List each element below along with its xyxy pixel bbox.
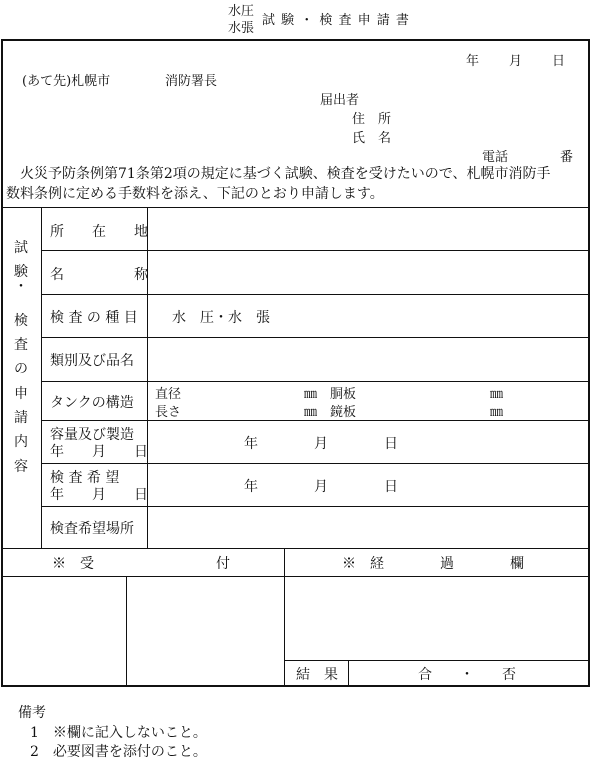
desired-date-label-line1: 検 査 希 望 xyxy=(50,470,120,486)
side-label-char: 申 xyxy=(14,385,28,402)
lower-center-line xyxy=(284,548,285,686)
capacity-date-fill: 年 月 日 xyxy=(244,436,398,452)
table-top-line xyxy=(1,207,590,208)
table-bottom-line xyxy=(1,548,590,549)
progress-header: ※ 経 過 欄 xyxy=(342,556,524,572)
mm-unit: ㎜ xyxy=(304,405,318,420)
page-title: 試 験 ・ 検 査 申 請 書 xyxy=(262,13,410,28)
category-label: 類別及び品名 xyxy=(50,353,134,369)
applicant-label: 届出者 xyxy=(320,93,360,108)
side-label-char: 請 xyxy=(14,410,28,427)
tank-diameter-label: 直径 xyxy=(155,387,182,402)
row-line xyxy=(41,294,590,295)
lower-header-line xyxy=(1,576,590,577)
title-stack-bottom: 水張 xyxy=(228,21,255,36)
result-split-line xyxy=(348,660,349,686)
mm-unit: ㎜ xyxy=(490,405,504,420)
side-label xyxy=(12,236,30,479)
row-line xyxy=(41,250,590,251)
side-label-char: の xyxy=(14,361,28,378)
side-label-char: 査 xyxy=(14,337,28,354)
tank-end-plate-label: 鏡板 xyxy=(330,405,357,420)
notes-item-1: 1 ※欄に記入しないこと。 xyxy=(30,725,207,741)
name-label: 名 称 xyxy=(50,267,148,283)
body-text-line2: 数料条例に定める手数料を添え、下記のとおり申請します。 xyxy=(6,186,384,202)
notes-heading: 備考 xyxy=(18,705,46,721)
day-label: 日 xyxy=(552,54,566,69)
year-label: 年 xyxy=(466,54,480,69)
frame-right xyxy=(588,39,590,687)
applicant-address-label: 住 所 xyxy=(352,112,392,127)
tank-body-plate-label: 胴板 xyxy=(330,387,357,402)
desired-date-fill: 年 月 日 xyxy=(244,479,398,495)
row-line xyxy=(41,337,590,338)
desired-place-label: 検査希望場所 xyxy=(50,521,134,537)
tank-structure-label: タンクの構造 xyxy=(50,395,134,411)
side-label-char: ・ xyxy=(14,278,28,295)
reception-header: ※ 受 xyxy=(52,556,94,572)
result-label: 結 果 xyxy=(296,667,338,683)
date-line xyxy=(466,50,565,69)
side-label-char: 容 xyxy=(14,458,28,475)
side-label-char: 内 xyxy=(14,434,28,451)
notes-item-2: 2 必要図書を添付のこと。 xyxy=(30,744,207,760)
applicant-name-label: 氏 名 xyxy=(352,131,392,146)
mm-unit: ㎜ xyxy=(490,387,504,402)
row-line xyxy=(41,381,590,382)
reception-header-right: 付 xyxy=(216,556,230,572)
inspection-type-label: 検 査 の 種 目 xyxy=(50,310,138,326)
side-label-char: 検 xyxy=(14,312,28,329)
frame-left xyxy=(1,39,3,687)
inspection-type-value: 水 圧・水 張 xyxy=(172,310,270,326)
capacity-label-line2: 年 月 日 xyxy=(50,444,148,460)
result-top-line xyxy=(284,660,590,661)
side-label-char: 試 xyxy=(14,240,28,256)
desired-date-label-line2: 年 月 日 xyxy=(50,487,148,503)
body-text-line1: 火災予防条例第71条第2項の規定に基づく試験、検査を受けたいので、札幌市消防手 xyxy=(6,166,551,182)
row-line xyxy=(41,463,590,464)
month-label: 月 xyxy=(509,54,523,69)
location-label: 所 在 地 xyxy=(50,224,148,240)
addressee-role: 消防署長 xyxy=(165,74,218,89)
tank-length-label: 長さ xyxy=(155,405,182,420)
row-line xyxy=(41,420,590,421)
frame-bottom xyxy=(1,685,590,687)
row-line xyxy=(41,506,590,507)
result-value: 合 ・ 否 xyxy=(418,667,516,683)
capacity-label-line1: 容量及び製造 xyxy=(50,427,134,443)
side-label-char: 験 xyxy=(14,264,28,281)
reception-split-line xyxy=(126,576,127,686)
mm-unit: ㎜ xyxy=(304,387,318,402)
addressee-prefix: (あて先)札幌市 xyxy=(22,74,111,89)
frame-top xyxy=(1,39,590,41)
applicant-phone-label: 電話 番 xyxy=(482,150,574,165)
title-stack-top: 水圧 xyxy=(228,4,255,19)
side-column-line xyxy=(41,207,42,548)
